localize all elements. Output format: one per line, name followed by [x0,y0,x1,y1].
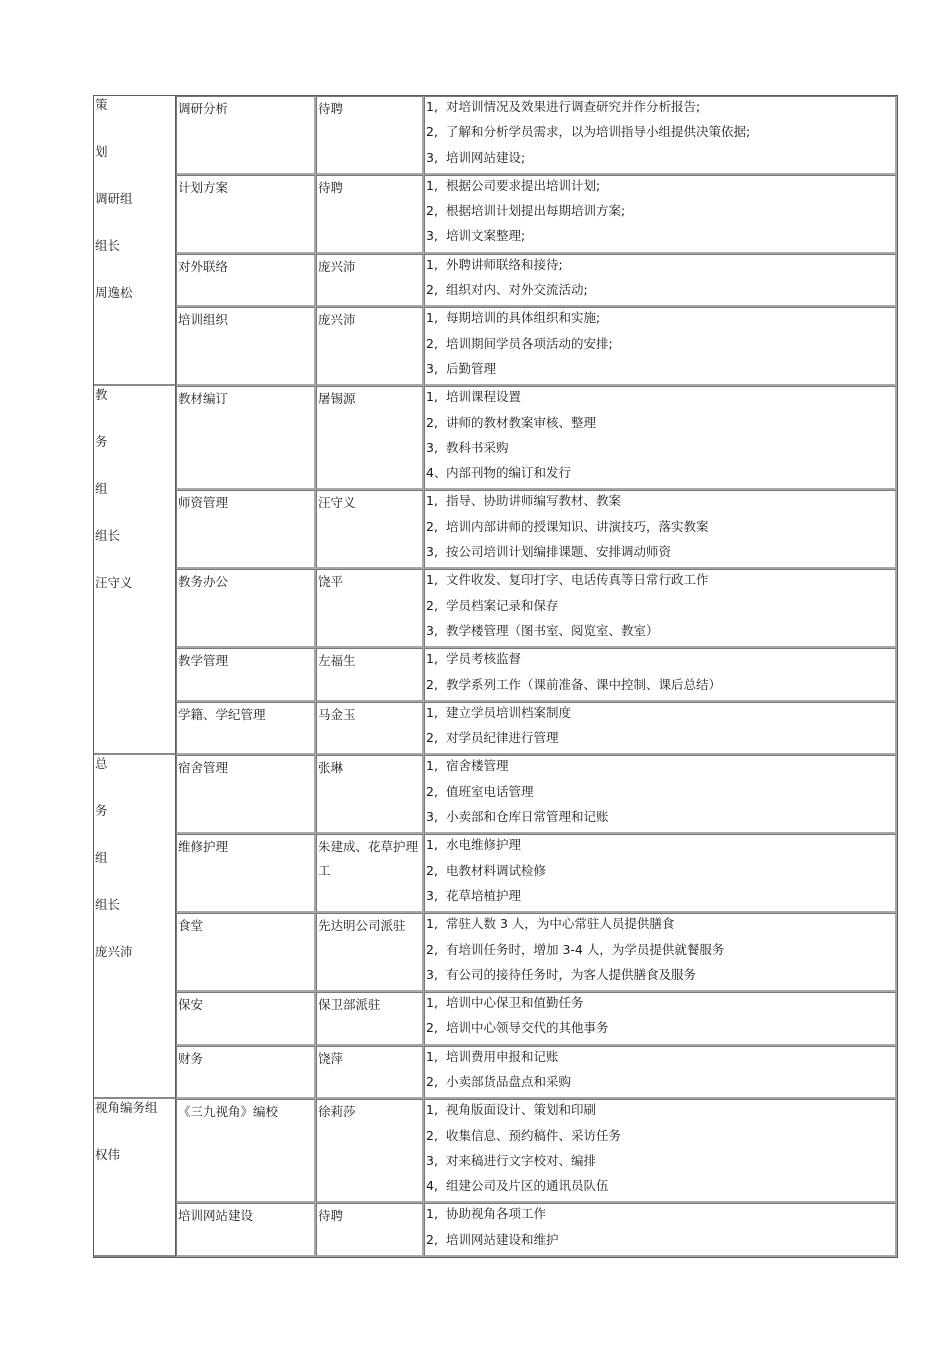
duty-number: 1, [426,99,438,114]
duty-number: 1, [426,651,438,667]
duty-item [425,782,895,807]
task-name: 学籍、学纪管理 [178,706,266,722]
duty-number: 1, [426,310,438,326]
person-name: 保卫部派驻 [318,997,381,1013]
duty-text: 组织对内、对外交流活动; [446,282,588,298]
duty-item [425,413,895,438]
group-cell [94,386,176,755]
duties-cell [424,702,897,756]
table-row [94,755,897,834]
person-name: 饶平 [318,574,344,590]
duty-number: 1, [426,758,438,774]
task-name: 财务 [178,1050,204,1066]
duties-cell [424,1046,897,1100]
duty-number: 3, [426,439,438,455]
duty-item [425,1018,895,1043]
duty-text: 宿舍楼管理 [446,758,509,774]
duty-item [425,255,895,280]
person-cell [316,755,424,834]
duties-cell [424,992,897,1046]
duty-number: 2, [426,1020,438,1036]
group-cell [94,96,176,386]
person-name: 张琳 [318,760,344,776]
person-name: 左福生 [318,653,356,669]
duty-number: 2, [426,414,438,430]
duty-text: 培训内部讲师的授课知识、讲演技巧，落实教案 [446,518,709,534]
duty-item [425,308,895,333]
table-row [94,1099,897,1203]
task-cell [176,755,316,834]
duty-text: 文件收发、复印打字、电话传真等日常行政工作 [446,572,709,588]
table-row [94,490,897,569]
table-row [94,913,897,992]
person-name: 朱建成、花草护理工 [318,839,419,879]
task-name: 《三九视角》编校 [178,1104,279,1120]
duty-text: 讲师的教材教案审核、整理 [446,414,597,430]
duty-number: 2, [426,1231,438,1247]
duty-item [425,226,895,251]
duty-text: 教学楼管理（图书室、阅览室、教室） [446,622,659,638]
duty-number: 3, [426,544,438,560]
task-cell [176,834,316,913]
duty-text: 培训网站建设和维护 [446,1231,559,1247]
duty-item [425,940,895,965]
duty-item [425,1230,895,1255]
duties-cell [424,96,897,175]
duty-item [425,97,895,122]
duty-number: 1, [426,493,438,509]
person-cell [316,834,424,913]
duty-item [425,1126,895,1151]
group-label-line: 教 [95,387,108,403]
duty-text: 内部刊物的编订和发行 [446,465,572,481]
duty-item [425,542,895,567]
duty-item [425,201,895,226]
person-cell [316,992,424,1046]
person-name: 待聘 [318,101,344,116]
duty-item [425,387,895,412]
duty-item [425,1176,895,1201]
person-cell [316,490,424,569]
person-name: 屠锡源 [318,391,356,407]
duty-text: 有培训任务时，增加 3-4 人，为学员提供就餐服务 [446,941,725,957]
duty-number: 1, [426,572,438,588]
duty-text: 培训网站建设; [446,149,526,165]
duty-item [425,886,895,911]
table-row [94,96,897,175]
group-cell [94,755,176,1099]
duty-number: 2, [426,783,438,799]
duty-number: 1, [426,995,438,1011]
duty-item [425,807,895,832]
group-label-line: 组 [95,481,108,497]
duties-cell [424,834,897,913]
duty-number: 2, [426,203,438,219]
group-label-line: 务 [95,434,108,450]
duty-number: 1, [426,1102,438,1118]
person-cell [316,386,424,490]
duty-text: 教科书采购 [446,439,509,455]
duties-cell [424,1099,897,1203]
duties-cell [424,490,897,569]
duty-item [425,703,895,728]
table-row [94,254,897,308]
task-cell [176,254,316,308]
duty-item [425,122,895,147]
duty-text: 指导、协助讲师编写教材、教案 [446,493,622,509]
person-cell [316,648,424,702]
task-name: 调研分析 [178,101,229,116]
task-cell [176,307,316,386]
person-cell [316,913,424,992]
duties-cell [424,913,897,992]
duty-text: 有公司的接待任务时，为客人提供膳食及服务 [446,966,697,982]
person-cell [316,1099,424,1203]
duty-text: 常驻人数 3 人，为中心常驻人员提供膳食 [446,916,675,932]
duty-text: 培训费用申报和记账 [446,1048,559,1064]
duty-number: 4、 [426,465,447,481]
duty-text: 了解和分析学员需求，以为培训指导小组提供决策依据; [446,124,751,140]
duty-text: 学员考核监督 [446,651,522,667]
duty-item [425,675,895,700]
duty-item [425,861,895,886]
table-row [94,702,897,756]
duty-table-sheet [93,95,896,1258]
duty-item [425,756,895,781]
task-cell [176,175,316,254]
duty-number: 2, [426,730,438,746]
task-name: 计划方案 [178,179,229,195]
table-row [94,569,897,648]
duty-text: 水电维修护理 [446,837,522,853]
task-name: 师资管理 [178,495,229,511]
person-cell [316,96,424,175]
duties-cell [424,648,897,702]
duty-item [425,596,895,621]
duties-cell [424,307,897,386]
duty-number: 1, [426,177,438,193]
duty-item [425,1047,895,1072]
duty-item [425,570,895,595]
person-name: 徐莉莎 [318,1104,356,1120]
duty-text: 建立学员培训档案制度 [446,704,572,720]
duty-text: 培训期间学员各项活动的安排; [446,335,613,351]
table-row [94,307,897,386]
duty-item [425,463,895,488]
table-row [94,648,897,702]
duty-number: 3, [426,360,438,376]
task-cell [176,992,316,1046]
duty-number: 2, [426,941,438,957]
duties-cell [424,569,897,648]
duty-item [425,728,895,753]
group-cell [94,1099,176,1257]
task-name: 宿舍管理 [178,760,229,776]
duty-item [425,965,895,990]
duty-number: 3, [426,622,438,638]
person-name: 庞兴沛 [318,258,356,274]
person-cell [316,702,424,756]
duty-text: 按公司培训计划编排课题、安排调动师资 [446,544,672,560]
duty-text: 值班室电话管理 [446,783,534,799]
person-cell [316,307,424,386]
table-row [94,1046,897,1100]
person-cell [316,175,424,254]
duties-cell [424,175,897,254]
duty-item [425,835,895,860]
duty-text: 培训文案整理; [446,228,526,244]
duty-number: 3, [426,228,438,244]
group-label-line: 视角编务组 [95,1100,158,1116]
duty-item [425,649,895,674]
duty-text: 协助视角各项工作 [446,1206,547,1222]
group-label-line: 组长 [95,897,121,913]
person-name: 待聘 [318,179,344,195]
duty-text: 对培训情况及效果进行调查研究并作分析报告; [446,99,701,114]
duties-cell [424,254,897,308]
duty-number: 1, [426,837,438,853]
group-label-line: 划 [95,144,108,159]
person-cell [316,254,424,308]
duty-number: 2, [426,124,438,140]
group-label-line: 组 [95,850,108,866]
duty-number: 1, [426,704,438,720]
duty-text: 根据培训计划提出每期培训方案; [446,203,626,219]
duty-number: 2, [426,597,438,613]
duty-number: 2, [426,335,438,351]
duty-item [425,491,895,516]
duty-number: 2, [426,282,438,298]
task-cell [176,913,316,992]
task-name: 对外联络 [178,258,229,274]
person-name: 待聘 [318,1208,344,1224]
table-row [94,386,897,490]
duty-text: 对学员纪律进行管理 [446,730,559,746]
group-label-line: 汪守义 [95,575,133,591]
duty-number: 2, [426,676,438,692]
person-name: 先达明公司派驻 [318,918,406,934]
duty-number: 1, [426,1048,438,1064]
duty-table-body [94,96,897,1257]
duty-number: 3, [426,966,438,982]
task-name: 教学管理 [178,653,229,669]
duty-text: 每期培训的具体组织和实施; [446,310,601,326]
duty-text: 对来稿进行文字校对、编排 [446,1152,597,1168]
duty-text: 教学系列工作（课前准备、课中控制、课后总结） [446,676,722,692]
task-cell [176,96,316,175]
duty-text: 花草培植护理 [446,887,522,903]
duties-cell [424,755,897,834]
duty-number: 3, [426,887,438,903]
group-label-line: 务 [95,803,108,819]
duty-number: 1, [426,916,438,932]
duty-text: 培训课程设置 [446,389,522,405]
person-cell [316,569,424,648]
duty-number: 2, [426,862,438,878]
duty-number: 3, [426,1152,438,1168]
table-row [94,175,897,254]
duty-number: 3, [426,809,438,825]
table-row [94,1203,897,1257]
duty-text: 电教材料调试检修 [446,862,547,878]
task-name: 教务办公 [178,574,229,590]
group-label-line: 总 [95,756,108,772]
task-name: 食堂 [178,918,204,934]
duty-text: 根据公司要求提出培训计划; [446,177,601,193]
person-name: 饶萍 [318,1050,344,1066]
duty-item [425,1100,895,1125]
duty-number: 4, [426,1178,438,1194]
person-name: 汪守义 [318,495,356,511]
task-cell [176,1203,316,1257]
group-label-line: 周逸松 [95,285,133,300]
group-label-line: 组长 [95,238,121,253]
task-cell [176,490,316,569]
group-label-line: 组长 [95,528,121,544]
task-cell [176,648,316,702]
duty-text: 后勤管理 [446,360,497,376]
duty-number: 2, [426,1073,438,1089]
group-label-line: 权伟 [95,1147,121,1163]
duty-item [425,1072,895,1097]
person-cell [316,1046,424,1100]
task-cell [176,569,316,648]
duty-item [425,914,895,939]
group-label-line: 庞兴沛 [95,944,133,960]
duty-text: 培训中心领导交代的其他事务 [446,1020,609,1036]
task-cell [176,702,316,756]
duty-text: 学员档案记录和保存 [446,597,559,613]
person-name: 庞兴沛 [318,312,356,328]
duty-number: 3, [426,149,438,165]
duty-item [425,517,895,542]
duty-text: 外聘讲师联络和接待; [446,256,563,272]
duty-item [425,621,895,646]
task-cell [176,1046,316,1100]
duty-number: 2, [426,518,438,534]
duty-item [425,176,895,201]
duty-item [425,1151,895,1176]
duty-item [425,1204,895,1229]
duty-text: 组建公司及片区的通讯员队伍 [446,1178,609,1194]
person-cell [316,1203,424,1257]
duty-number: 2, [426,1127,438,1143]
duty-item [425,334,895,359]
task-name: 培训组织 [178,312,229,328]
task-cell [176,386,316,490]
task-name: 教材编订 [178,391,229,407]
duty-item [425,148,895,173]
duty-text: 视角版面设计、策划和印刷 [446,1102,597,1118]
duty-text: 收集信息、预约稿件、采访任务 [446,1127,622,1143]
duty-number: 1, [426,389,438,405]
duty-item [425,438,895,463]
task-name: 保安 [178,997,204,1013]
duties-cell [424,1203,897,1257]
duty-item [425,993,895,1018]
group-label-line: 调研组 [95,191,133,206]
table-row [94,992,897,1046]
duty-text: 培训中心保卫和值勤任务 [446,995,584,1011]
duty-number: 1, [426,1206,438,1222]
duty-text: 小卖部和仓库日常管理和记账 [446,809,609,825]
group-label-line: 策 [95,97,108,112]
duty-assignment-table [93,95,898,1258]
duties-cell [424,386,897,490]
task-name: 维修护理 [178,839,229,855]
task-cell [176,1099,316,1203]
duty-item [425,359,895,384]
task-name: 培训网站建设 [178,1208,254,1224]
duty-item [425,280,895,305]
duty-text: 小卖部货品盘点和采购 [446,1073,572,1089]
duty-number: 1, [426,256,438,272]
person-name: 马金玉 [318,706,356,722]
table-row [94,834,897,913]
